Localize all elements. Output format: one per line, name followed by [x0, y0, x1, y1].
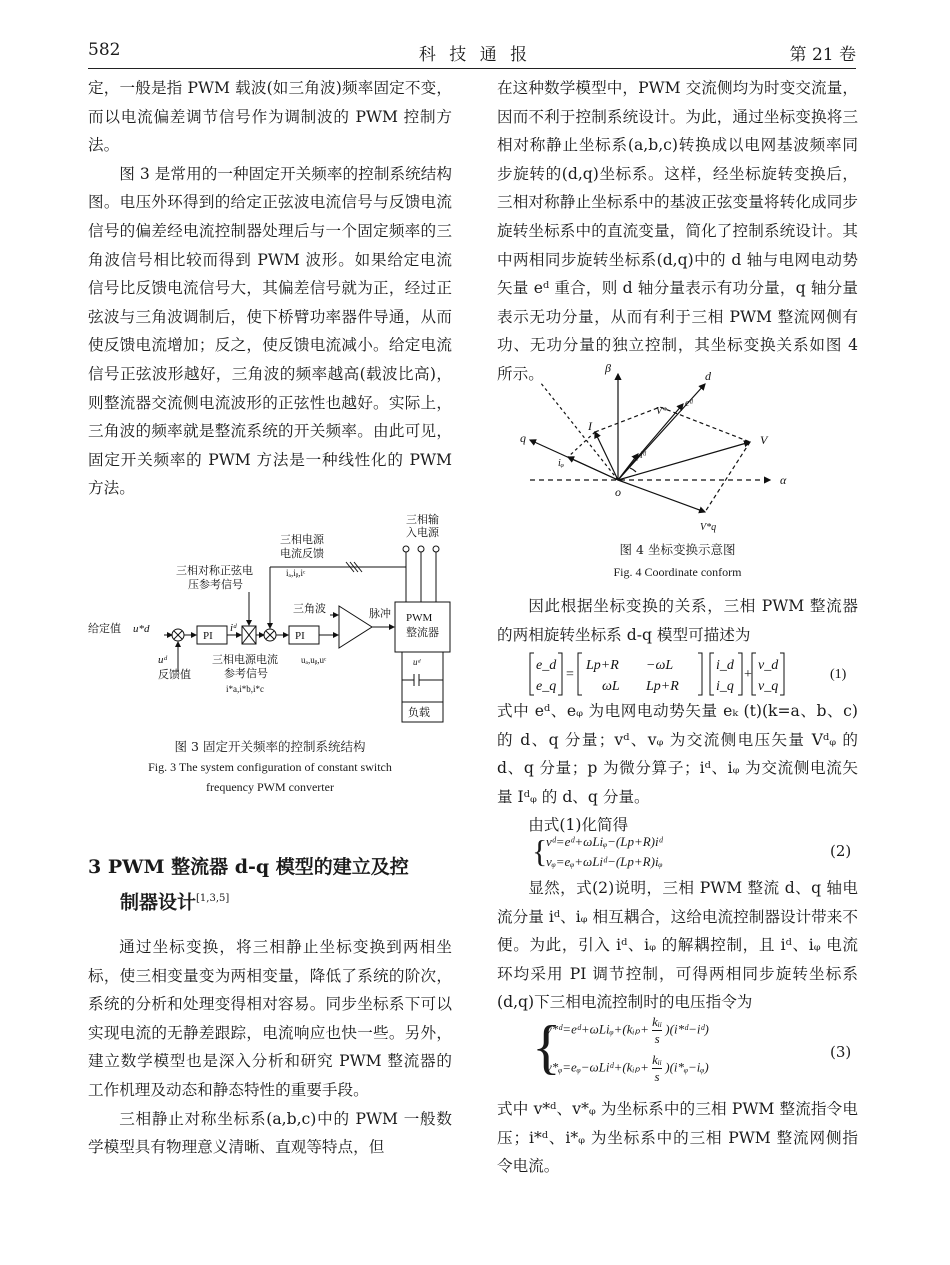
ed-vector [618, 404, 683, 480]
eq1-m11: Lp+R [586, 658, 619, 673]
page-number: 582 [88, 40, 121, 60]
right-paragraph-2-block [497, 592, 858, 649]
label-pi-2: PI [295, 630, 305, 642]
figure-3-block-diagram [88, 512, 463, 730]
left-paragraph-4: 三相静止对称坐标系(a,b,c)中的 PWM 一般数学模型具有物理意义清晰、直观等特点，但 [88, 1109, 452, 1157]
eq2-line-1: vᵈ=eᵈ+ωLiᵩ−(Lp+R)iᵈ [546, 834, 663, 849]
voltage-vector-v [618, 442, 750, 480]
eq1-e-q: e_q [536, 679, 557, 694]
eq1-m12: −ωL [646, 658, 674, 673]
eq3-fraction-2 [652, 1052, 662, 1085]
left-column-bottom [88, 933, 452, 1162]
eq3-line-1a: v*ᵈ=eᵈ+ωLiᵩ+(kᵢₚ+ [546, 1021, 649, 1037]
eq1-i-q: i_q [716, 679, 734, 694]
eq3-frac1-den: s [654, 1031, 660, 1046]
header-rule [88, 68, 856, 69]
label-three-phase-input: 三相输 [406, 514, 439, 526]
eq2-line-2: vᵩ=eᵩ+ωLiᵈ−(Lp+R)iᵩ [546, 854, 663, 869]
fig3-caption-en-2: frequency PWM converter [206, 780, 334, 794]
eq3-fraction-1 [652, 1014, 662, 1047]
label-i: I [588, 419, 592, 433]
label-vstar: V* [656, 406, 668, 417]
right-paragraph-2: 因此根据坐标变换的关系，三相 PWM 整流器的两相旋转坐标系 d-q 模型可描述为 [497, 597, 858, 644]
label-current-feedback: 三相电源 [280, 534, 324, 546]
eq2-number: (2) [830, 842, 852, 860]
vq-vector [618, 480, 705, 512]
label-sym-sine-2: 压参考信号 [188, 579, 243, 591]
eq3-frac2-den: s [654, 1069, 660, 1084]
label-current-feedback-2: 电流反馈 [280, 548, 324, 560]
label-udc: uᵈ [413, 657, 421, 667]
section-ref: [1,3,5] [196, 893, 230, 904]
input-terminal-b [418, 546, 424, 552]
eq3-line-1 [546, 1014, 709, 1047]
left-column-top [88, 74, 452, 503]
label-current-ref: 三相电源电流 [212, 654, 278, 666]
equation-1 [520, 650, 858, 698]
right-paragraph-3-block [497, 697, 858, 840]
right-paragraph-5: 显然，式(2)说明，三相 PWM 整流 d、q 轴电流分量 iᵈ、iᵩ 相互耦合，这给电流控制器设计带来不便。为此，引入 iᵈ、iᵩ 的解耦控制，且 iᵈ、iᵩ 电流环均采用 PI 调节控制，可得两相同步旋转坐标系(d,q)下三相电流控制时的电压指令为 [497, 879, 858, 1012]
id-component [618, 454, 638, 480]
section-title-text: 制器设计 [120, 891, 197, 914]
eq1-e-d: e_d [536, 658, 557, 673]
label-current-ref-vars: i*a,i*b,i*c [226, 684, 264, 694]
fig3-caption-en: Fig. 3 The system configuration of constant switch [148, 760, 392, 774]
input-terminal-a [403, 546, 409, 552]
label-alpha: α [780, 473, 787, 487]
label-beta: β [605, 362, 611, 375]
label-load: 负载 [408, 707, 430, 719]
label-pwm: PWM [406, 612, 433, 624]
section-title-line-1: 3 PWM 整流器 d-q 模型的建立及控 [88, 856, 409, 878]
left-paragraph-1: 定，一般是指 PWM 载波(如三角波)频率固定不变，而以电流偏差调节信号作为调制波的 PWM 控制方法。 [88, 79, 452, 155]
section-title-line-2 [88, 883, 458, 918]
fig4-caption-en: Fig. 4 Coordinate conform [613, 565, 742, 579]
fig3-caption-zh: 图 3 固定开关频率的控制系统结构 [174, 739, 366, 754]
eq3-line-2a: v*ᵩ=eᵩ−ωLiᵈ+(kᵢₚ+ [546, 1059, 649, 1075]
label-ud: uᵈ [158, 654, 167, 666]
label-sym-sine: 三相对称正弦电 [176, 565, 253, 577]
label-current-ref-2: 参考信号 [224, 668, 268, 680]
label-pi-1: PI [203, 630, 213, 642]
right-paragraph-3: 式中 eᵈ、eᵩ 为电网电动势矢量 eₖ (t)(k=a、b、c)的 d、q 分量；vᵈ、vᵩ 为交流侧电压矢量 Vᵈᵩ 的 d、q 分量；p 为微分算子；iᵈ、iᵩ 为交流侧电流矢量 Iᵈᵩ 的 d、q 分量。 [497, 702, 858, 806]
label-rectifier: 整流器 [406, 627, 439, 639]
right-paragraph-6: 式中 v*ᵈ、v*ᵩ 为坐标系中的三相 PWM 整流指令电压；i*ᵈ、i*ᵩ 为坐标系中的三相 PWM 整流网侧指令电流。 [497, 1100, 858, 1176]
eq3-frac2-num: kᵢᵢ [652, 1052, 662, 1067]
label-q: q [520, 431, 526, 445]
label-v: V [760, 433, 768, 447]
label-id-vec: iᵈ [640, 450, 646, 461]
eq1-v-d: v_d [758, 658, 779, 673]
label-feedback-value: 反馈值 [158, 669, 191, 681]
eq3-number: (3) [830, 1043, 852, 1061]
right-paragraph-5-block [497, 874, 858, 1017]
left-paragraph-3: 通过坐标变换，将三相静止坐标变换到两相坐标，使三相变量变为两相变量，降低了系统的阶次，系统的分析和处理变得相对容易。同步坐标系下可以实现电流的无静差跟踪，电流响应也快一些。另外，建立数学模型也是深入分析和研究 PWM 整流器的工作机理及动态和静态特性的重要手段。 [88, 938, 452, 1099]
comparator-symbol [339, 606, 372, 648]
iq-component [568, 457, 618, 480]
input-terminal-c [433, 546, 439, 552]
right-column-top [497, 74, 858, 389]
journal-title: 科 技 通 报 [418, 45, 532, 65]
right-paragraph-1: 在这种数学模型中，PWM 交流侧均为时变交流量，因而不利于控制系统设计。为此，通过坐标变换将三相对称静止坐标系(a,b,c)转换成以电网基波频率同步旋转的(d,q)坐标系。这样，经坐标旋转变换后，三相对称静止坐标系中的基波正弦变量将转化成同步旋转坐标系中的直流变量，简化了控制系统设计。其中两相同步旋转坐标系(d,q)中的 d 轴与电网电动势矢量 eᵈ 重合，则 d 轴分量表示有功分量，q 轴分量表示无功分量，从而有利于三相 PWM 整流网侧有功、无功分量的独立控制，其坐标变换关系如图 4 所示。 [497, 79, 858, 383]
fig4-caption-zh: 图 4 坐标变换示意图 [619, 542, 736, 557]
label-o: o [615, 485, 621, 499]
label-ed: eᵈ [685, 398, 693, 409]
eq3-line-1b: )(i*ᵈ−iᵈ) [665, 1021, 709, 1037]
label-pulse: 脉冲 [369, 608, 391, 620]
label-uabc: uₐ,uᵦ,uᶜ [301, 655, 327, 665]
left-paragraph-2: 图 3 是常用的一种固定开关频率的控制系统结构图。电压外环得到的给定正弦波电流信号与反馈电流信号的偏差经电流控制器处理后与一个固定频率的三角波信号相比较而得到 PWM 波形。如果给定电流信号比反馈电流信号大，其偏差信号就为正，经过正弦波与三角波调制后，使下桥臂功率器件导通，从而使反馈电流增加；反之，使反馈电流减小。给定电流信号正弦波形越好，三角波的频率越高(载波比高)，则整流器交流侧电流波形的正弦性也越好。实际上，三角波的频率就是整流系统的开关频率。由此可见，固定开关频率的 PWM 方法是一种线性化的 PWM 方法。 [88, 164, 452, 498]
label-three-phase-input-2: 入电源 [406, 527, 439, 539]
eq3-line-2 [546, 1052, 709, 1085]
eq1-i-d: i_d [716, 658, 734, 673]
eq3-brace: { [532, 1014, 561, 1080]
label-setpoint-var: u*d [133, 623, 150, 635]
label-d: d [705, 369, 711, 383]
label-setpoint: 给定值 [88, 623, 121, 635]
label-feedback-vars: iₐ,iᵦ,iᶜ [286, 568, 306, 578]
eq1-equals: = [566, 667, 574, 682]
label-triangle-wave: 三角波 [293, 603, 326, 615]
eq3-line-2b: )(i*ᵩ−iᵩ) [665, 1059, 709, 1075]
eq2-brace: { [532, 833, 548, 869]
label-vq: V*q [700, 522, 717, 533]
label-iq: iᵩ [558, 458, 564, 469]
volume-label: 第 21 卷 [789, 45, 856, 65]
eq3-frac1-num: kᵢᵢ [652, 1014, 663, 1029]
section-heading [88, 852, 458, 918]
label-id: iᵈ [230, 622, 237, 634]
eq1-v-q: v_q [758, 679, 779, 694]
eq1-number: (1) [830, 667, 847, 682]
figure-4-coordinate-diagram [500, 362, 855, 540]
eq1-m22: Lp+R [646, 679, 679, 694]
eq1-plus: + [744, 667, 752, 682]
right-paragraph-6-block [497, 1095, 858, 1181]
right-paragraph-4: 由式(1)化简得 [528, 816, 629, 835]
eq1-m21: ωL [602, 679, 620, 694]
